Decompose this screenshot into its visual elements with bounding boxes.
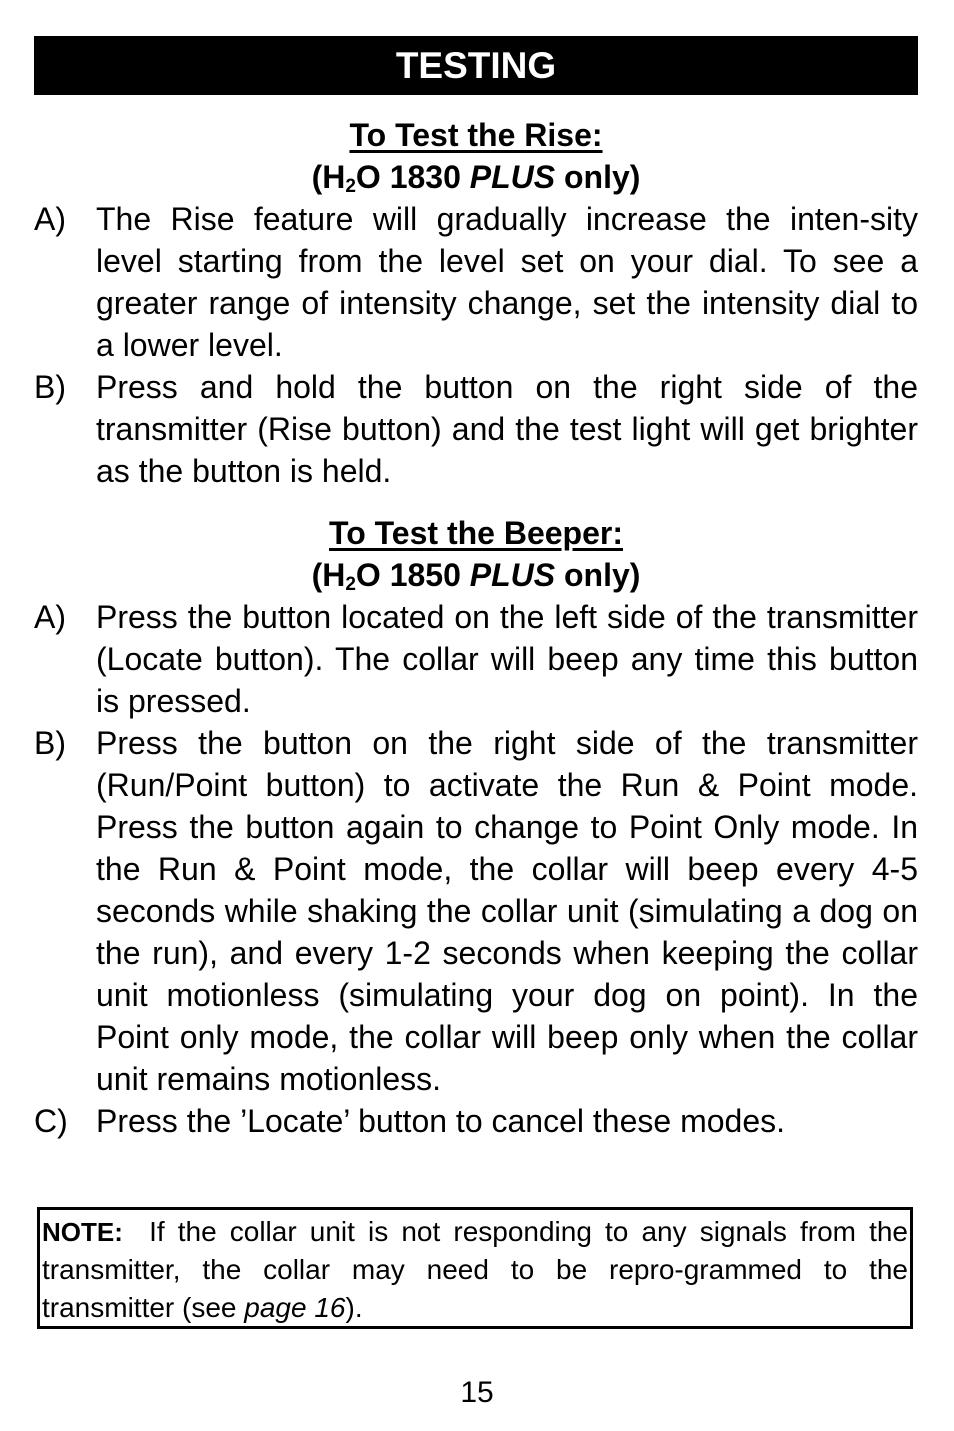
beeper-model-line bbox=[34, 554, 918, 596]
beeper-item-a-text: Press the button located on the left side of the transmitter (Locate button). The collar will beep any time this button is pressed. bbox=[96, 599, 918, 719]
note-page-ref: page 16 bbox=[244, 1292, 346, 1323]
rise-model-prefix: (H bbox=[311, 159, 346, 195]
beeper-model-plus: PLUS bbox=[469, 557, 556, 593]
beeper-title: To Test the Beeper: bbox=[329, 515, 623, 551]
rise-model-number: O 1830 bbox=[355, 159, 470, 195]
rise-section bbox=[34, 114, 918, 492]
beeper-model-suffix: only) bbox=[555, 557, 641, 593]
beeper-item-a-letter: A) bbox=[34, 599, 66, 635]
note-text: If the collar unit is not responding to any signals from the transmitter, the collar may need to be repro-grammed to the transmitter (see bbox=[42, 1216, 916, 1323]
note-box bbox=[37, 1207, 916, 1329]
page-number: 15 bbox=[460, 1376, 494, 1409]
beeper-model-number: O 1850 bbox=[355, 557, 470, 593]
section-header bbox=[34, 36, 918, 95]
beeper-model-prefix: (H bbox=[311, 557, 346, 593]
beeper-item-b-letter: B) bbox=[34, 725, 66, 761]
rise-model-suffix: only) bbox=[555, 159, 641, 195]
beeper-section bbox=[34, 512, 918, 1142]
rise-model-line bbox=[34, 156, 918, 198]
note-end: ). bbox=[345, 1292, 363, 1323]
note-label: NOTE: bbox=[42, 1217, 123, 1247]
beeper-item-a bbox=[34, 596, 918, 722]
beeper-item-b-text: Press the button on the right side of the transmitter (Run/Point button) to activate the Run & Point mode. Press the button again to change to Point Only mode. In the Run & Point mode, the collar will beep every 4-5 seconds while shaking the collar unit (simulating a dog on the run), and every 1-2 seconds when keeping the collar unit motionless (simulating your dog on point). In the Point only mode, the collar will beep only when the collar unit remains motionless. bbox=[96, 725, 918, 1097]
rise-item-b-text: Press and hold the button on the right side of the transmitter (Rise button) and the test light will get brighter as the button is held. bbox=[96, 369, 918, 489]
rise-item-a-letter: A) bbox=[34, 201, 66, 237]
rise-title: To Test the Rise: bbox=[349, 117, 603, 153]
section-header-title: TESTING bbox=[395, 45, 557, 86]
beeper-item-b bbox=[34, 722, 918, 1100]
beeper-item-c bbox=[34, 1100, 918, 1142]
rise-item-b-letter: B) bbox=[34, 369, 66, 405]
beeper-item-c-letter: C) bbox=[34, 1103, 68, 1139]
beeper-model-subscript: 2 bbox=[345, 574, 356, 595]
rise-model-plus: PLUS bbox=[469, 159, 556, 195]
rise-item-a-text: The Rise feature will gradually increase the inten-sity level starting from the level set on your dial. To see a greater range of intensity change, set the intensity dial to a lower level. bbox=[96, 201, 918, 363]
rise-item-a bbox=[34, 198, 918, 366]
rise-model-subscript: 2 bbox=[345, 176, 356, 197]
rise-item-b bbox=[34, 366, 918, 492]
beeper-item-c-text: Press the ’Locate’ button to cancel these modes. bbox=[96, 1103, 785, 1139]
